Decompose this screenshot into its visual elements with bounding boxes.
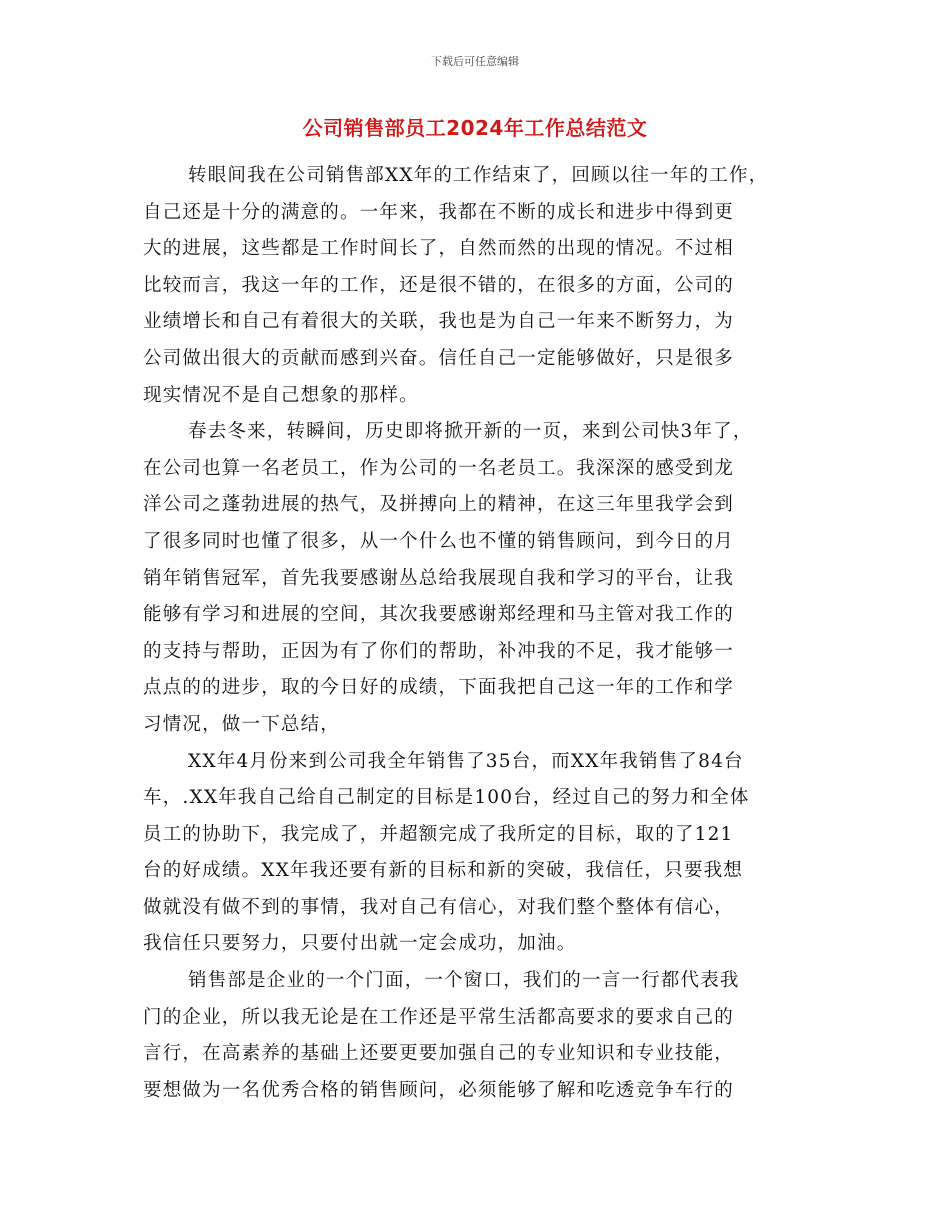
paragraph-line: 的支持与帮助，正因为有了你们的帮助，补冲我的不足，我才能够一: [143, 640, 735, 662]
document-body: [143, 158, 823, 1109]
paragraph-line: 言行，在高素养的基础上还要更要加强自己的专业知识和专业技能，: [143, 1043, 735, 1065]
paragraph-line: 员工的协助下，我完成了，并超额完成了我所定的目标，取的了121: [143, 823, 734, 845]
paragraph-line: 我信任只要努力，只要付出就一定会成功，加油。: [143, 933, 577, 955]
paragraph-3: [143, 744, 823, 964]
paragraph-4: [143, 963, 823, 1109]
paragraph-line: 能够有学习和进展的空间，其次我要感谢郑经理和马主管对我工作的: [143, 604, 735, 626]
paragraph-line: 要想做为一名优秀合格的销售顾问，必须能够了解和吃透竞争车行的: [143, 1079, 735, 1101]
paragraph-line: 做就没有做不到的事情，我对自己有信心，对我们整个整体有信心，: [143, 896, 735, 918]
paragraph-line: 习情况，做一下总结，: [143, 713, 341, 735]
paragraph-line: 在公司也算一名老员工，作为公司的一名老员工。我深深的感受到龙: [143, 457, 735, 479]
paragraph-line: 销售部是企业的一个门面，一个窗口，我们的一言一行都代表我: [188, 970, 740, 992]
paragraph-line: 自己还是十分的满意的。一年来，我都在不断的成长和进步中得到更: [143, 201, 735, 223]
paragraph-line: 春去冬来，转瞬间，历史即将掀开新的一页，来到公司快3年了，: [188, 421, 753, 443]
paragraph-line: 比较而言，我这一年的工作，还是很不错的，在很多的方面，公司的: [143, 274, 735, 296]
paragraph-2: [143, 414, 823, 743]
paragraph-line: 车，.XX年我自己给自己制定的目标是100台，经过自己的努力和全体: [143, 787, 750, 809]
paragraph-line: 现实情况不是自己想象的那样。: [143, 384, 419, 406]
paragraph-line: 公司做出很大的贡献而感到兴奋。信任自己一定能够做好，只是很多: [143, 347, 735, 369]
page-header-note: 下载后可任意编辑: [431, 55, 519, 68]
paragraph-line: 销年销售冠军，首先我要感谢丛总给我展现自我和学习的平台，让我: [143, 567, 735, 589]
paragraph-line: 台的好成绩。XX年我还要有新的目标和新的突破，我信任，只要我想: [143, 860, 744, 882]
document-title: 公司销售部员工2024年工作总结范文: [302, 116, 648, 140]
paragraph-line: 洋公司之蓬勃进展的热气，及拼搏向上的精神，在这三年里我学会到: [143, 494, 735, 516]
paragraph-line: 大的进展，这些都是工作时间长了，自然而然的出现的情况。不过相: [143, 238, 735, 260]
paragraph-line: 门的企业，所以我无论是在工作还是平常生活都高要求的要求自己的: [143, 1006, 735, 1028]
paragraph-line: 转眼间我在公司销售部XX年的工作结束了，回顾以往一年的工作，: [188, 165, 769, 186]
paragraph-line: 点点的的进步，取的今日好的成绩，下面我把自己这一年的工作和学: [143, 677, 735, 699]
paragraph-1: [143, 158, 823, 414]
paragraph-line: 了很多同时也懂了很多，从一个什么也不懂的销售顾问，到今日的月: [143, 530, 735, 552]
paragraph-line: 业绩增长和自己有着很大的关联，我也是为自己一年来不断努力，为: [143, 311, 735, 333]
paragraph-line: XX年4月份来到公司我全年销售了35台，而XX年我销售了84台: [188, 750, 744, 772]
